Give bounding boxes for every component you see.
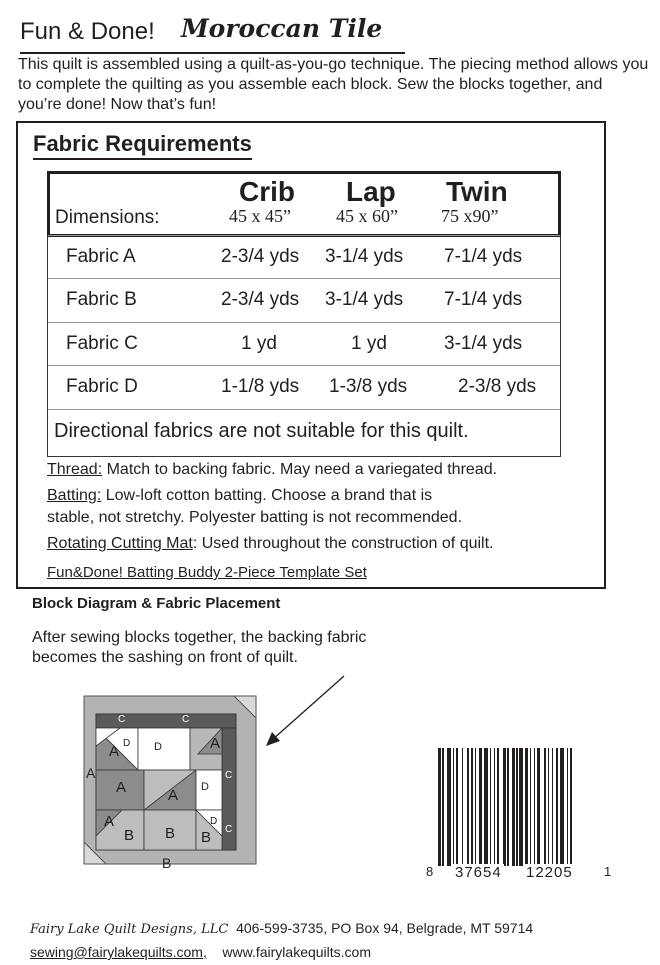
label-d: D xyxy=(154,741,162,753)
directional-note-row xyxy=(48,409,560,457)
thread-text: Match to backing fabric. May need a variegated thread. xyxy=(102,461,498,478)
footer-company-line xyxy=(30,920,533,937)
block-description: After sewing blocks together, the backing fabric becomes the sashing on front of quilt. xyxy=(32,629,367,666)
barcode-bar xyxy=(497,748,498,866)
fabric-requirements-title: Fabric Requirements xyxy=(33,131,252,160)
label-b: B xyxy=(201,829,212,846)
barcode xyxy=(420,740,610,882)
barcode-bar xyxy=(560,748,564,866)
label-d: D xyxy=(201,781,209,793)
intro-text: This quilt is assembled using a quilt-as-you-go technique. The piecing method allows you to complete the quilting as you assemble each block. Sew the blocks together, and you’re done! Now that’s fun! xyxy=(18,56,649,113)
barcode-bar xyxy=(530,748,531,866)
barcode-bar xyxy=(467,748,468,866)
cell-crib: 1 yd xyxy=(241,333,277,354)
batting-label: Batting: xyxy=(47,487,102,504)
label-a: A xyxy=(86,765,96,781)
dim-twin: 75 x90” xyxy=(441,206,499,226)
label-c: C xyxy=(225,824,233,835)
label-a: A xyxy=(168,787,179,804)
barcode-bar xyxy=(438,748,441,866)
barcode-digits-1: 37654 xyxy=(455,864,502,881)
cell-crib: 2-3/4 yds xyxy=(221,246,300,267)
label-c: C xyxy=(225,770,233,781)
label-c: C xyxy=(182,714,190,725)
col-twin: Twin xyxy=(446,176,508,207)
batting-line-2: stable, not stretchy. Polyester batting is not recommended. xyxy=(47,509,463,526)
website-link[interactable]: www.fairylakequilts.com xyxy=(222,944,372,960)
email-link[interactable]: sewing@fairylakequilts.com, xyxy=(30,944,207,960)
cell-crib: 2-3/4 yds xyxy=(221,289,300,310)
label-b: B xyxy=(165,825,176,842)
barcode-digits-2: 12205 xyxy=(526,864,573,881)
label-c: C xyxy=(118,714,126,725)
barcode-bar xyxy=(512,748,515,866)
barcode-bar xyxy=(471,748,474,866)
dim-lap: 45 x 60” xyxy=(336,206,398,226)
barcode-bar xyxy=(544,748,545,866)
batting-line xyxy=(47,487,432,505)
cell-twin: 3-1/4 yds xyxy=(444,333,523,354)
dimensions-label: Dimensions: xyxy=(55,207,160,228)
barcode-bar xyxy=(442,748,443,866)
barcode-bar xyxy=(534,748,535,866)
table-row xyxy=(48,322,560,366)
barcode-bar xyxy=(567,748,568,866)
block-diagram-title: Block Diagram & Fabric Placement xyxy=(32,595,281,612)
barcode-bar xyxy=(537,748,540,866)
barcode-bar xyxy=(503,748,506,866)
dim-crib: 45 x 45” xyxy=(229,206,291,226)
barcode-bar xyxy=(475,748,476,866)
barcode-bar xyxy=(456,748,459,866)
barcode-bar xyxy=(462,748,463,866)
cell-twin: 7-1/4 yds xyxy=(444,246,523,267)
fabric-c-strip xyxy=(96,714,236,728)
label-d: D xyxy=(123,738,131,749)
label-a: A xyxy=(104,813,115,830)
barcode-bar xyxy=(570,748,573,866)
barcode-bar xyxy=(525,748,528,866)
barcode-bar xyxy=(494,748,495,866)
label-b: B xyxy=(124,827,135,844)
table-header xyxy=(47,171,561,237)
company-contact: 406-599-3735, PO Box 94, Belgrade, MT 59714 xyxy=(236,920,534,936)
cell-twin: 7-1/4 yds xyxy=(444,289,523,310)
label-b: B xyxy=(162,855,172,871)
barcode-bar xyxy=(519,748,523,866)
col-crib: Crib xyxy=(239,176,295,207)
cell-lap: 1 yd xyxy=(351,333,387,354)
mat-text: : Used throughout the construction of quilt. xyxy=(192,535,494,552)
table-row xyxy=(48,278,560,322)
barcode-bar xyxy=(516,748,517,866)
label-a: A xyxy=(210,735,221,752)
barcode-bar xyxy=(447,748,451,866)
title-brand: Fun & Done! xyxy=(20,18,155,45)
thread-line xyxy=(47,461,497,479)
block-diagram xyxy=(82,692,262,872)
batting-text: Low-loft cotton batting. Choose a brand that is xyxy=(101,487,433,504)
barcode-digit-left: 8 xyxy=(426,864,434,879)
cell-lap: 3-1/4 yds xyxy=(325,289,404,310)
col-lap: Lap xyxy=(346,176,396,207)
label-a: A xyxy=(109,743,120,760)
footer-web-line xyxy=(30,944,371,960)
barcode-digit-right: 1 xyxy=(604,864,612,879)
barcode-bar xyxy=(548,748,549,866)
barcode-bar xyxy=(453,748,454,866)
barcode-bar xyxy=(479,748,482,866)
table-row xyxy=(48,365,560,410)
barcode-bar xyxy=(490,748,491,866)
directional-note: Directional fabrics are not suitable for this quilt. xyxy=(54,420,469,442)
arrow-icon xyxy=(260,670,350,750)
barcode-bars xyxy=(438,748,596,866)
row-label: Fabric C xyxy=(66,333,138,354)
row-label: Fabric A xyxy=(66,246,136,267)
fabric-d-patch xyxy=(196,770,222,810)
mat-line xyxy=(47,535,493,553)
mat-label: Rotating Cutting Mat xyxy=(47,535,193,552)
fabric-d-patch xyxy=(138,728,190,770)
title-row xyxy=(20,14,405,54)
barcode-bar xyxy=(556,748,557,866)
fabric-requirements-box xyxy=(16,121,606,589)
cell-lap: 1-3/8 yds xyxy=(329,376,408,397)
barcode-bar xyxy=(507,748,508,866)
row-label: Fabric B xyxy=(66,289,137,310)
thread-label: Thread: xyxy=(47,461,103,478)
barcode-bar xyxy=(552,748,553,866)
barcode-bar xyxy=(484,748,488,866)
title-pattern-name: Moroccan Tile xyxy=(181,14,383,43)
company-name: Fairy Lake Quilt Designs, LLC xyxy=(30,922,229,937)
cell-crib: 1-1/8 yds xyxy=(221,376,300,397)
fabric-table xyxy=(47,171,561,457)
template-link[interactable]: Fun&Done! Batting Buddy 2-Piece Template Set xyxy=(47,564,367,581)
cell-twin: 2-3/8 yds xyxy=(458,376,537,397)
label-a: A xyxy=(116,779,127,796)
table-row xyxy=(48,235,560,278)
row-label: Fabric D xyxy=(66,376,138,397)
label-d: D xyxy=(210,816,218,827)
cell-lap: 3-1/4 yds xyxy=(325,246,404,267)
